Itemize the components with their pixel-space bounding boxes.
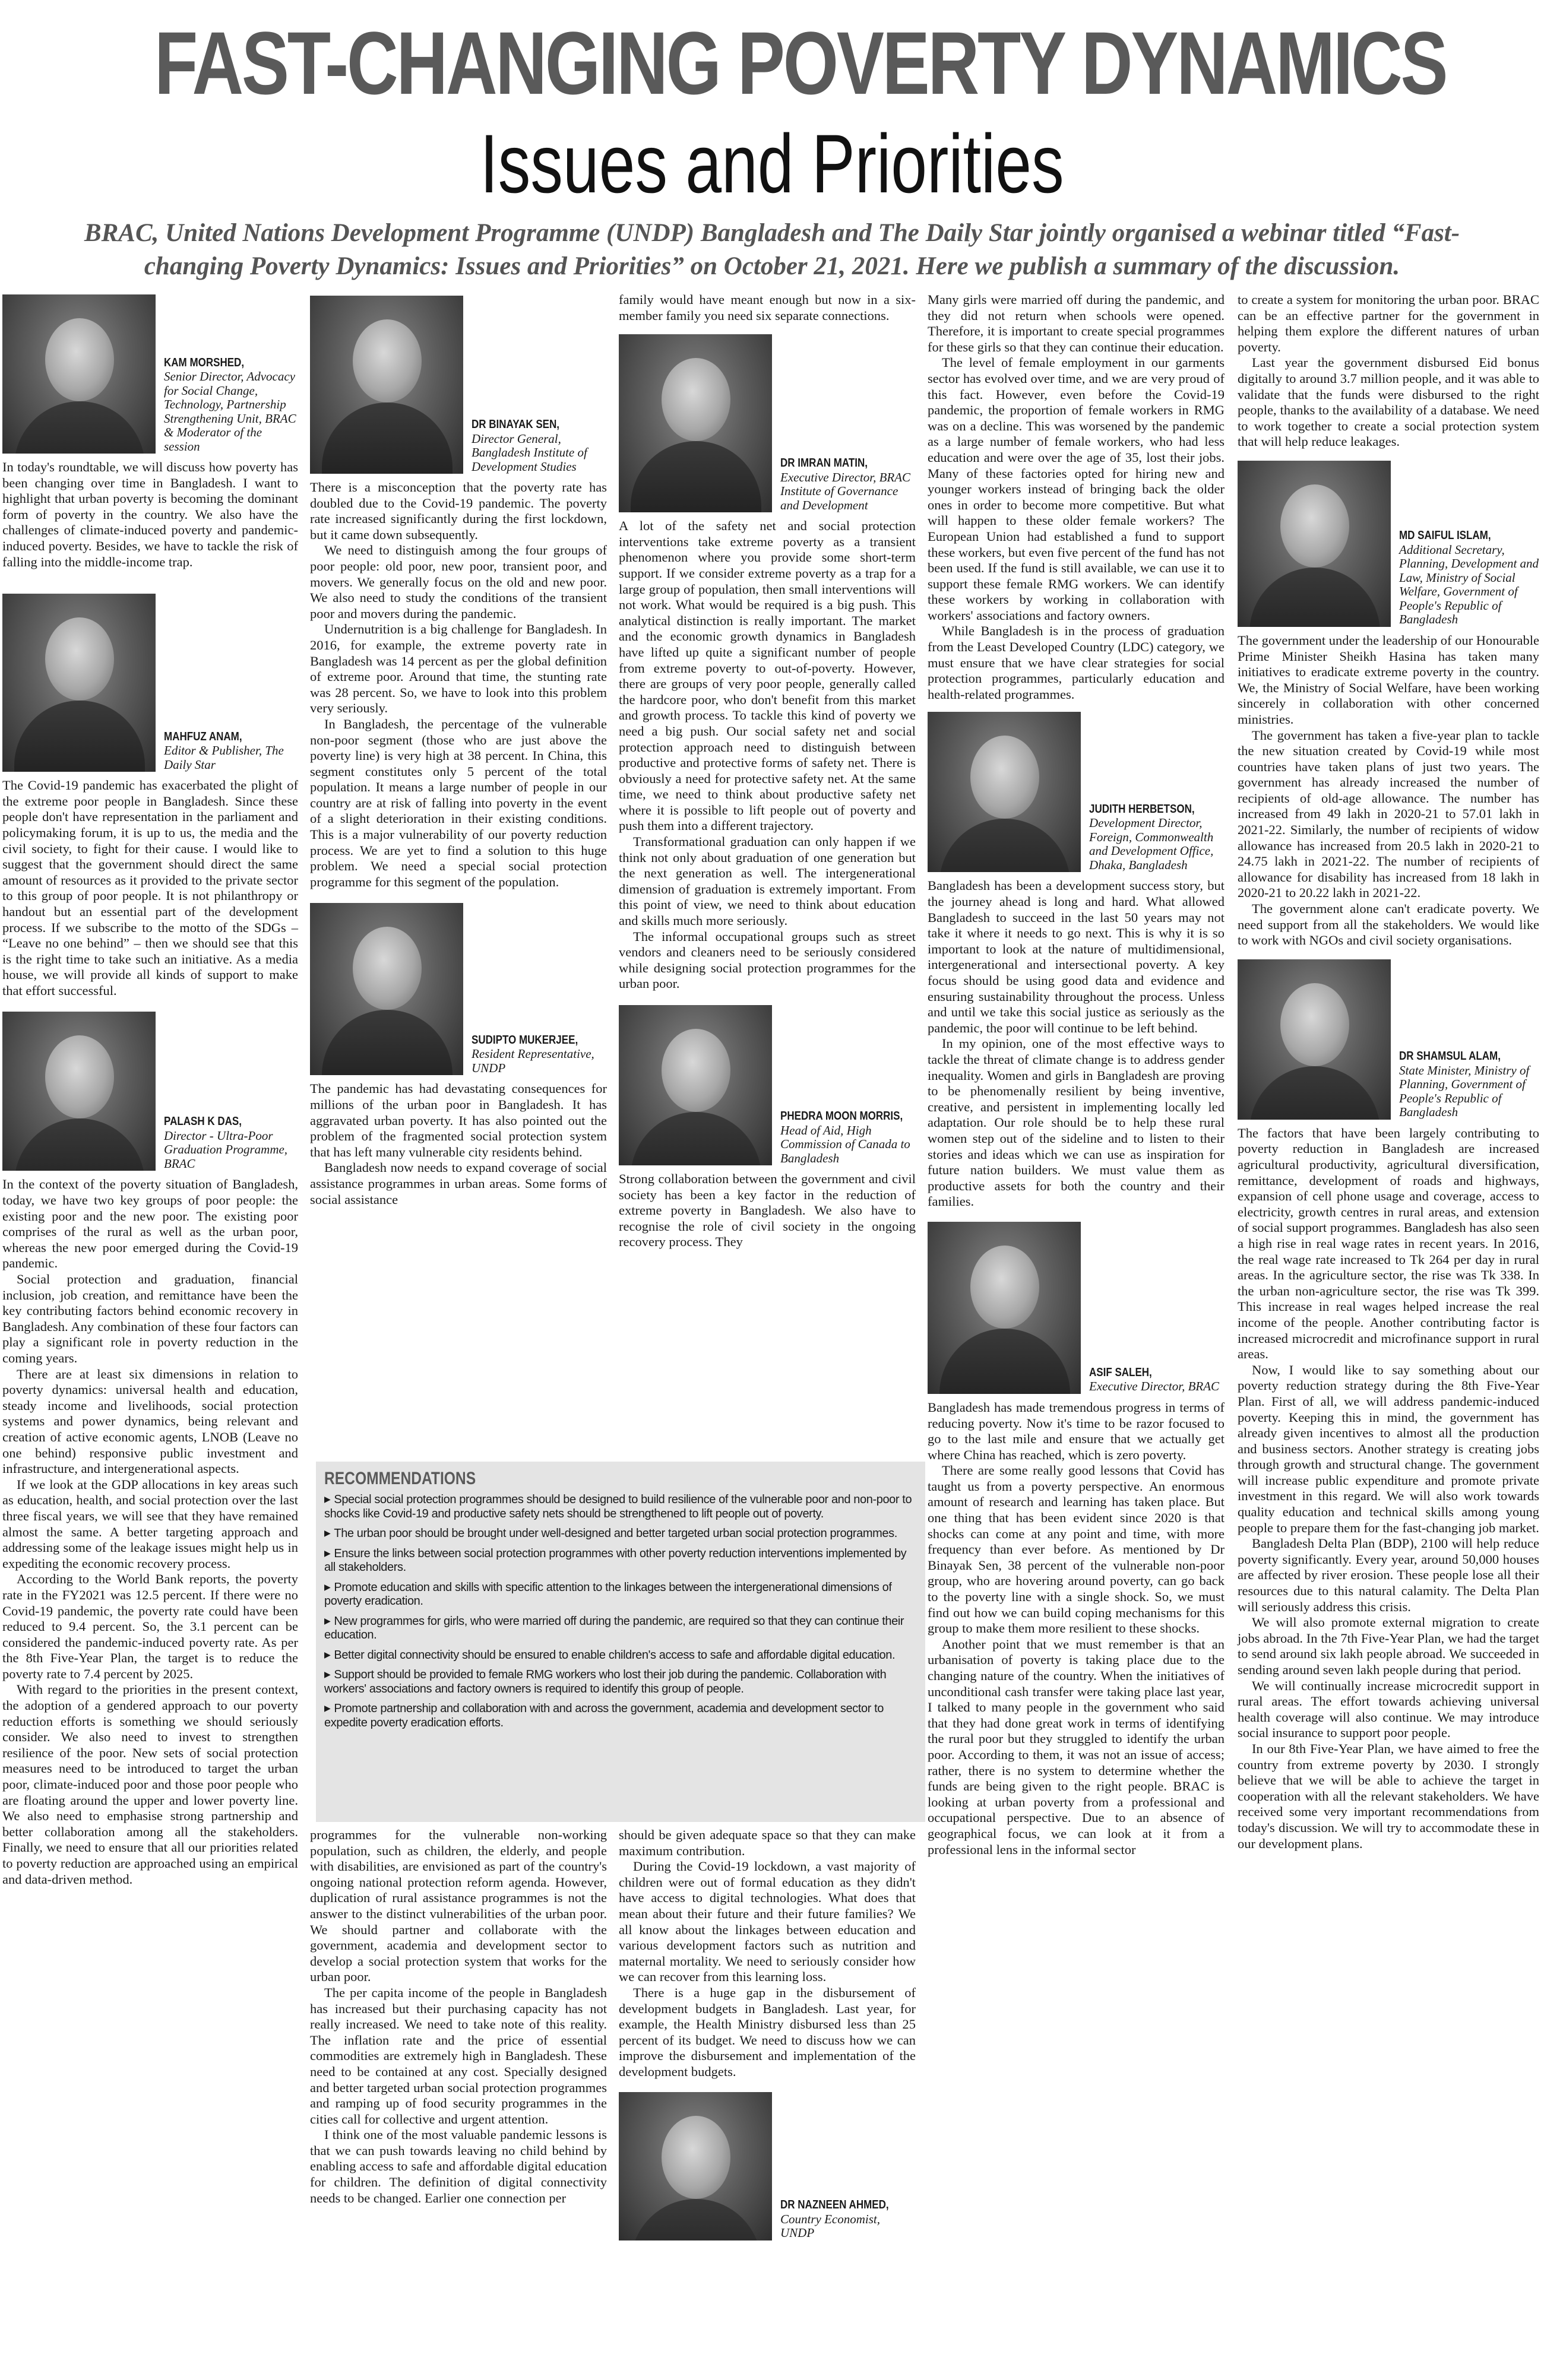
paragraph: We will also promote external migration to create jobs abroad. In the 7th Five-Year Plan, we had the target to send around six lakh people abroad. We succeeded in sending around seven lakh people during that period. <box>1238 1615 1539 1677</box>
recommendations-heading: RECOMMENDATIONS <box>324 1469 476 1488</box>
paragraph: Another point that we must remember is that an urbanisation of poverty is taking place due to the changing nature of the country. When the initiatives of unconditional cash transfer were taking place last year, I talked to many people in the government who said that they had done great work in terms of identifying the rural poor but they struggled to identify the urban poor. According to them, it was not an issue of access; rather, there is no system to determine whether the funds are being given to the right people. BRAC is looking at urban poverty from a professional and occupational perspective. Due to an absence of geographical focus, we can look at it from a professional lens in the informal sector <box>928 1636 1225 1857</box>
recommendation-item: ▶ Support should be provided to female RMG workers who lost their job during the pandemic. Collaboration with workers' associations and factory owners is required to identify this group of people. <box>324 1668 917 1696</box>
paragraph: The government under the leadership of our Honourable Prime Minister Sheikh Hasina has taken many initiatives to eradicate extreme poverty in the country. We, the Ministry of Social Welfare, have been working sincerely in collaboration with other concerned ministries. <box>1238 632 1539 727</box>
column-2-lower <box>310 1827 607 2206</box>
speaker-title: Director - Ultra-Poor Graduation Programme, BRAC <box>164 1128 288 1171</box>
speaker-title: Additional Secretary, Planning, Development and Law, Ministry of Social Welfare, Government of People's Republic of Bangladesh <box>1399 542 1539 627</box>
speaker-name: ASIF SALEH, <box>1089 1365 1152 1379</box>
speaker-name: DR BINAYAK SEN, <box>472 418 560 431</box>
speaker-mahfuz-anam <box>2 594 298 772</box>
column-1 <box>2 291 298 1887</box>
speaker-title: Editor & Publisher, The Daily Star <box>164 743 284 772</box>
portrait-photo <box>1238 959 1391 1120</box>
speaker-title: Executive Director, BRAC Institute of Governance and Development <box>780 470 911 512</box>
paragraph: Bangladesh has made tremendous progress in terms of reducing poverty. Now it's time to be razor focused to go to the last mile and ensure that we actually get where China has reached, which is zero poverty. <box>928 1399 1225 1462</box>
speaker-title: Development Director, Foreign, Commonwealth and Development Office, Dhaka, Bangladesh <box>1089 816 1214 872</box>
paragraph: The factors that have been largely contributing to poverty reduction in Bangladesh are increased agricultural productivity, agricultural diversification, remittance, development of roads and highways, expansion of cell phone usage and coverage, access to electricity, growth centres in rural areas, and extension of social support programmes. Bangladesh has also seen a high rise in real wage rates in recent years. In 2016, the real wage rate increased to Tk 264 per day in rural areas. In the agriculture sector, the rise was Tk 338. In the urban non-agriculture sector, the rise was Tk 399. This increase in real wages helped increase the real income of the people. Another contributing factor is increased microcredit and microfinance support in rural areas. <box>1238 1125 1539 1362</box>
speaker-name: DR SHAMSUL ALAM, <box>1399 1050 1501 1063</box>
portrait-photo <box>619 334 772 512</box>
paragraph: Undernutrition is a big challenge for Bangladesh. In 2016, for example, the extreme poverty rate in Bangladesh was 14 percent as per the global definition of extreme poor. Around that time, the stunting rate was 28 percent. So, we have to look into this problem very seriously. <box>310 622 607 716</box>
paragraph: We will continually increase microcredit support in rural areas. The effort towards achieving universal health coverage will also continue. We may introduce social insurance to support poor people. <box>1238 1678 1539 1741</box>
speaker-nazneen-ahmed <box>619 2092 916 2240</box>
paragraph: programmes for the vulnerable non-working population, such as children, the elderly, and people with disabilities, are envisioned as part of the country's ongoing national protection reform agenda. However, duplication of rural assistance programmes is not the answer to the distinct vulnerabilities of the urban poor. We should partner and collaborate with the government, academia and development sector to develop a social protection system that works for the urban poor. <box>310 1827 607 1985</box>
speaker-shamsul-alam <box>1238 959 1539 1120</box>
column-2 <box>310 296 607 1208</box>
speaker-name: DR NAZNEEN AHMED, <box>780 2198 889 2211</box>
paragraph: Many girls were married off during the pandemic, and they did not return when schools were opened. Therefore, it is important to create special programmes for these girls so that they can continue their education. <box>928 292 1225 354</box>
portrait-photo <box>928 712 1081 872</box>
paragraph: family would have meant enough but now in a six-member family you need six separate connections. <box>619 292 916 323</box>
portrait-photo <box>619 2092 772 2240</box>
subheadline: Issues and Priorities <box>480 117 1064 210</box>
column-3-lower <box>619 1827 916 2246</box>
paragraph: There are some really good lessons that Covid has taught us from a poverty perspective. An enormous amount of research and learning has taken place. But one thing that has been evident since 2020 is that shocks can come at any point and time, with more frequency than ever before. As mentioned by Dr Binayak Sen, 38 percent of the vulnerable non-poor group, who are hovering around poverty, can go back to the poverty line with a single shock. So, we must find out how we can build coping mechanisms for this group to make them more resilient to these shocks. <box>928 1463 1225 1636</box>
speaker-title: Senior Director, Advocacy for Social Change, Technology, Partnership Strengthening Unit, BRAC & Moderator of the session <box>164 369 296 454</box>
speaker-name: PHEDRA MOON MORRIS, <box>780 1110 903 1123</box>
recommendations-list <box>324 1492 917 1730</box>
speaker-judith-herbetson <box>928 712 1225 872</box>
recommendation-item: ▶ Better digital connectivity should be ensured to enable children's access to safe and affordable digital education. <box>324 1648 917 1663</box>
speaker-name: MD SAIFUL ISLAM, <box>1399 529 1491 543</box>
paragraph: In our 8th Five-Year Plan, we have aimed to free the country from extreme poverty by 2030. I strongly believe that we will be able to achieve the target in cooperation with all the relevant stakeholders. We have received some very important recommendations from today's discussion. We will try to accommodate these in our development plans. <box>1238 1741 1539 1851</box>
speaker-name: KAM MORSHED, <box>164 356 245 369</box>
paragraph: In the context of the poverty situation of Bangladesh, today, we have two key groups of poor people: the existing poor and the new poor. The existing poor comprises of the rural as well as the urban poor, whereas the new poor emerged during the Covid-19 pandemic. <box>2 1177 298 1271</box>
paragraph: In today's roundtable, we will discuss how poverty has been changing over time in Bangladesh. I want to highlight that urban poverty is becoming the dominant form of poverty in the country. We also have the challenges of climate-induced poverty and pandemic-induced poverty. Besides, we have to tackle the risk of falling into the middle-income trap. <box>2 459 298 569</box>
column-3 <box>619 292 916 1250</box>
paragraph: Transformational graduation can only happen if we think not only about graduation of one generation but the next generation as well. The intergenerational dimension of graduation is extremely important. From this point of view, we need to think about education and skills much more seriously. <box>619 834 916 928</box>
paragraph: Last year the government disbursed Eid bonus digitally to around 3.7 million people, and it was able to validate that the funds were disbursed to the right people, thanks to the availability of a database. We need to work together to create a social protection system that will help reduce leakages. <box>1238 355 1539 449</box>
paragraph: There is a huge gap in the disbursement of development budgets in Bangladesh. Last year, for example, the Health Ministry disbursed less than 25 percent of its budget. We need to discuss how we can improve the disbursement and implementation of the development budgets. <box>619 1985 916 2079</box>
paragraph: The per capita income of the people in Bangladesh has increased but their purchasing capacity has not really increased. We need to take note of this reality. The inflation rate and the price of essential commodities are extremely high in Bangladesh. These need to be contained at any cost. Specially designed and better targeted urban social protection programmes and ramping up of food security programmes in the cities call for collective and urgent attention. <box>310 1985 607 2127</box>
paragraph: We need to distinguish among the four groups of poor people: old poor, new poor, transient poor, and movers. We generally focus on the old and new poor. We also need to study the conditions of the transient poor and movers during the pandemic. <box>310 543 607 621</box>
portrait-photo <box>619 1005 772 1165</box>
paragraph: to create a system for monitoring the urban poor. BRAC can be an effective partner for the government in helping them explore the different natures of urban poverty. <box>1238 292 1539 354</box>
speaker-title: Head of Aid, High Commission of Canada to Bangladesh <box>780 1123 910 1165</box>
recommendation-item: ▶ Promote education and skills with specific attention to the linkages between the intergenerational dimensions of poverty eradication. <box>324 1580 917 1609</box>
speaker-title: Director General, Bangladesh Institute of Development Studies <box>472 431 587 474</box>
speaker-title: Resident Representative, UNDP <box>472 1047 594 1075</box>
speaker-imran-matin <box>619 334 916 512</box>
paragraph: The government has taken a five-year plan to tackle the new situation created by Covid-19 while most countries have taken plans of just two years. The government has already increased the number of recipients of old-age allowance. The number has increased from 49 lakh in 2020-21 to 57.01 lakh in 2021-22. Similarly, the number of recipients of widow allowance has increased from 20.5 lakh in 2020-21 to 24.75 lakh in 2021-22. The number of recipients of allowance for disability has increased from 18 lakh in 2020-21 to 20.22 lakh in 2021-22. <box>1238 727 1539 901</box>
speaker-kam-morshed <box>2 294 298 454</box>
recommendation-item: ▶ Promote partnership and collaboration with and across the government, academia and development sector to expedite poverty eradication efforts. <box>324 1701 917 1730</box>
speaker-name: JUDITH HERBETSON, <box>1089 802 1195 816</box>
paragraph: The government alone can't eradicate poverty. We need support from all the stakeholders. We would like to work with NGOs and civil society organisations. <box>1238 901 1539 948</box>
paragraph: The pandemic has had devastating consequences for millions of the urban poor in Bangladesh. It has aggravated urban poverty. It has also pointed out the problem of the fragmented social protection system that has left many vulnerable city residents behind. <box>310 1081 607 1159</box>
paragraph: A lot of the safety net and social protection interventions take extreme poverty as a transient phenomenon where you provide some short-term support. If we consider extreme poverty as a trap for a large group of population, then small interventions will not work. What would be required is a big push. This analytical distinction is really important. The market and the economic growth dynamics in Bangladesh have lifted up quite a significant number of people from extreme poverty to out-of-poverty. However, there are groups of very poor people, generally called the hardcore poor, who don't benefit from this market and growth process. To tackle this kind of poverty we need a big push. Our social safety net and social protection approach need to distinguish between productive and protective forms of safety net. There is obviously a need for protective safety net. At the same time, we need to think about productive safety net where it is possible to lift people out of poverty and push them into a different trajectory. <box>619 518 916 834</box>
paragraph: During the Covid-19 lockdown, a vast majority of children were out of formal education as they didn't have access to digital technologies. What does that mean about their future and their future families? We all know about the linkages between education and various development factors such as nutrition and maternal mortality. We need to seriously consider how we can recover from this learning loss. <box>619 1859 916 1985</box>
column-4 <box>928 292 1225 1858</box>
speaker-name: SUDIPTO MUKERJEE, <box>472 1033 578 1047</box>
headline: FAST-CHANGING POVERTY DYNAMICS <box>154 13 1447 113</box>
paragraph: I think one of the most valuable pandemic lessons is that we can push towards leaving no child behind by enabling access to safe and affordable digital education for children. The definition of digital connectivity needs to be changed. Earlier one connection per <box>310 2127 607 2205</box>
paragraph: Strong collaboration between the government and civil society has been a key factor in the reduction of extreme poverty in Bangladesh. We also have to recognise the role of civil society in the ongoing recovery process. They <box>619 1171 916 1250</box>
intro-text: BRAC, United Nations Development Programme (UNDP) Bangladesh and The Daily Star jointly organised a webinar titled “Fast-changing Poverty Dynamics: Issues and Priorities” on October 21, 2021. Here we publish a summary of the discussion. <box>84 219 1460 280</box>
paragraph: The level of female employment in our garments sector has evolved over time, and we are very proud of this fact. However, even before the Covid-19 pandemic, the proportion of female workers in RMG was on a decline. This was worsened by the pandemic as a large number of female workers, who had less education and were over the age of 35, lost their jobs. Many of these factories opted for hiring new and younger workers instead of bringing back the older ones in order to become more competitive. But what will happen to these older female workers? The European Union had established a fund to support these workers, but even five percent of the fund has not been used. If the fund is still available, we can use it to support these female RMG workers. We can identify these workers by working in collaboration with workers' associations and factory owners. <box>928 355 1225 623</box>
recommendation-item: ▶ New programmes for girls, who were married off during the pandemic, are required so that they can continue their education. <box>324 1614 917 1643</box>
paragraph: Social protection and graduation, financial inclusion, job creation, and remittance have been the key contributing factors behind economic recovery in Bangladesh. Any combination of these four factors can play a significant role in poverty reduction in the coming years. <box>2 1272 298 1365</box>
recommendation-item: ▶ The urban poor should be brought under well-designed and better targeted urban social protection programmes. <box>324 1526 917 1541</box>
portrait-photo <box>2 294 156 454</box>
paragraph: The Covid-19 pandemic has exacerbated the plight of the extreme poor people in Bangladesh. Since these people don't have representation in the parliament and policymaking forum, it is up to us, the media and the civil society, to fight for their cause. I would like to suggest that the government should direct the same amount of resources as it provided to the private sector to this group of poor people. It is not philanthropy or handout but an essential part of the development process. If we subscribe to the motto of the SDGs – “Leave no one behind” – then we should see that this is the right time to take such an initiative. As a media house, we will provide all kinds of support to make that effort successful. <box>2 778 298 998</box>
speaker-name: PALASH K DAS, <box>164 1115 242 1129</box>
speaker-asif-saleh <box>928 1222 1225 1394</box>
paragraph: If we look at the GDP allocations in key areas such as education, health, and social protection over the last three fiscal years, we will see that they have remained almost the same. A better targeting approach and addressing some of the leakage issues might help us in expediting the economic recovery process. <box>2 1476 298 1571</box>
paragraph: The informal occupational groups such as street vendors and cleaners need to be seriously considered while designing social protection programmes for the urban poor. <box>619 928 916 991</box>
speaker-title: Country Economist, UNDP <box>780 2211 880 2240</box>
portrait-photo <box>928 1222 1081 1394</box>
paragraph: should be given adequate space so that they can make maximum contribution. <box>619 1827 916 1858</box>
paragraph: There are at least six dimensions in relation to poverty dynamics: universal health and education, steady income and livelihoods, social protection systems and power dynamics, being relevant and creation of active economic agents, LNOB (Leave no one behind) responsive public investment and infrastructure, and intergenerational aspects. <box>2 1366 298 1476</box>
paragraph: In Bangladesh, the percentage of the vulnerable non-poor segment (those who are just above the poverty line) is very high at 38 percent. In China, this segment constitutes only 5 percent of the total population. It means a large number of people in our country are at risk of falling into poverty in the event of a slight deterioration in their existing conditions. This is a major vulnerability of our poverty reduction process. We are yet to find a solution to this huge problem. We need a special social protection programme for this segment of the population. <box>310 716 607 889</box>
column-5 <box>1238 292 1539 1852</box>
paragraph: While Bangladesh is in the process of graduation from the Least Developed Country (LDC) category, we must ensure that we have clear strategies for social protection programmes, particularly education and health-related programmes. <box>928 623 1225 702</box>
speaker-palash-das <box>2 1012 298 1171</box>
portrait-photo <box>2 1012 156 1171</box>
paragraph: Bangladesh now needs to expand coverage of social assistance programmes in urban areas. Some forms of social assistance <box>310 1160 607 1207</box>
speaker-name: MAHFUZ ANAM, <box>164 730 242 743</box>
portrait-photo <box>2 594 156 772</box>
portrait-photo <box>1238 461 1391 627</box>
paragraph: There is a misconception that the poverty rate has doubled due to the Covid-19 pandemic. The poverty rate increased significantly during the first lockdown, but it came down subsequently. <box>310 480 607 542</box>
speaker-title: Executive Director, BRAC <box>1089 1379 1220 1394</box>
speaker-name: DR IMRAN MATIN, <box>780 457 868 470</box>
paragraph: Bangladesh Delta Plan (BDP), 2100 will help reduce poverty significantly. Every year, around 50,000 houses are affected by river erosion. These people lose all their resources due to this natural calamity. The Delta Plan will seriously address this crisis. <box>1238 1536 1539 1614</box>
speaker-saiful-islam <box>1238 461 1539 627</box>
paragraph: In my opinion, one of the most effective ways to tackle the threat of climate change is to address gender inequality. Women and girls in Bangladesh are proving to be phenomenally resilient by being inventive, creative, and persistent in implementing locally led adaptation. Our role should be to help these rural women step out of the sideline and to listen to their stories and ideas which we can use as inspiration for future nation builders. We must value them as productive assets for both the country and their families. <box>928 1036 1225 1209</box>
speaker-phedra-moon-morris <box>619 1005 916 1165</box>
paragraph: With regard to the priorities in the present context, the adoption of a gendered approach to our poverty reduction efforts is something we should seriously consider. We also need to invest to strengthen resilience of the poor. New sets of social protection measures need to be introduced to target the urban poor, climate-induced poor and those poor people who are floating around the upper and lower poverty line. We also need to emphasise strong partnership and better collaboration among all the stakeholders. Finally, we need to ensure that all our priorities related to poverty reduction are approached using an empirical and data-driven method. <box>2 1682 298 1887</box>
portrait-photo <box>310 296 463 474</box>
recommendation-item: ▶ Special social protection programmes should be designed to build resilience of the vulnerable poor and non-poor to shocks like Covid-19 and productive safety nets should be strengthened to lift people out of poverty. <box>324 1492 917 1521</box>
speaker-binayak-sen <box>310 296 607 474</box>
recommendations-box <box>316 1462 925 1822</box>
recommendation-item: ▶ Ensure the links between social protection programmes with other poverty reduction interventions implemented by all stakeholders. <box>324 1546 917 1575</box>
paragraph: Now, I would like to say something about our poverty reduction strategy during the 8th Five-Year Plan. First of all, we will address pandemic-induced poverty. Keeping this in mind, the government has already given incentives to almost all the production and business sectors. Another strategy is creating jobs through growth and structural change. The government will increase public expenditure and promote private investment in this regard. We will also work towards quality education and technical skills among young people to prepare them for the fast-changing job market. <box>1238 1362 1539 1535</box>
speaker-title: State Minister, Ministry of Planning, Government of People's Republic of Bangladesh <box>1399 1063 1530 1120</box>
paragraph: According to the World Bank reports, the poverty rate in the FY2021 was 12.5 percent. If there were no Covid-19 pandemic, the poverty rate could have been reduced to 9.4 percent. So, the 3.1 percent can be considered the pandemic-induced poverty rate. As per the 8th Five-Year Plan, the target is to reduce the poverty rate to 7.4 percent by 2025. <box>2 1571 298 1681</box>
speaker-sudipto-mukerjee <box>310 903 607 1075</box>
paragraph: Bangladesh has been a development success story, but the journey ahead is long and hard. What allowed Bangladesh to succeed in the last 50 years may not take it where it needs to go next. This is why it is so important to look at the nature of multidimensional, intergenerational and intersectional poverty. A key focus should be using good data and evidence and ensuring sustainability throughout the process. Unless and until we take this social justice as seriously as the pandemic, the poor will continue to be left behind. <box>928 878 1225 1035</box>
portrait-photo <box>310 903 463 1075</box>
